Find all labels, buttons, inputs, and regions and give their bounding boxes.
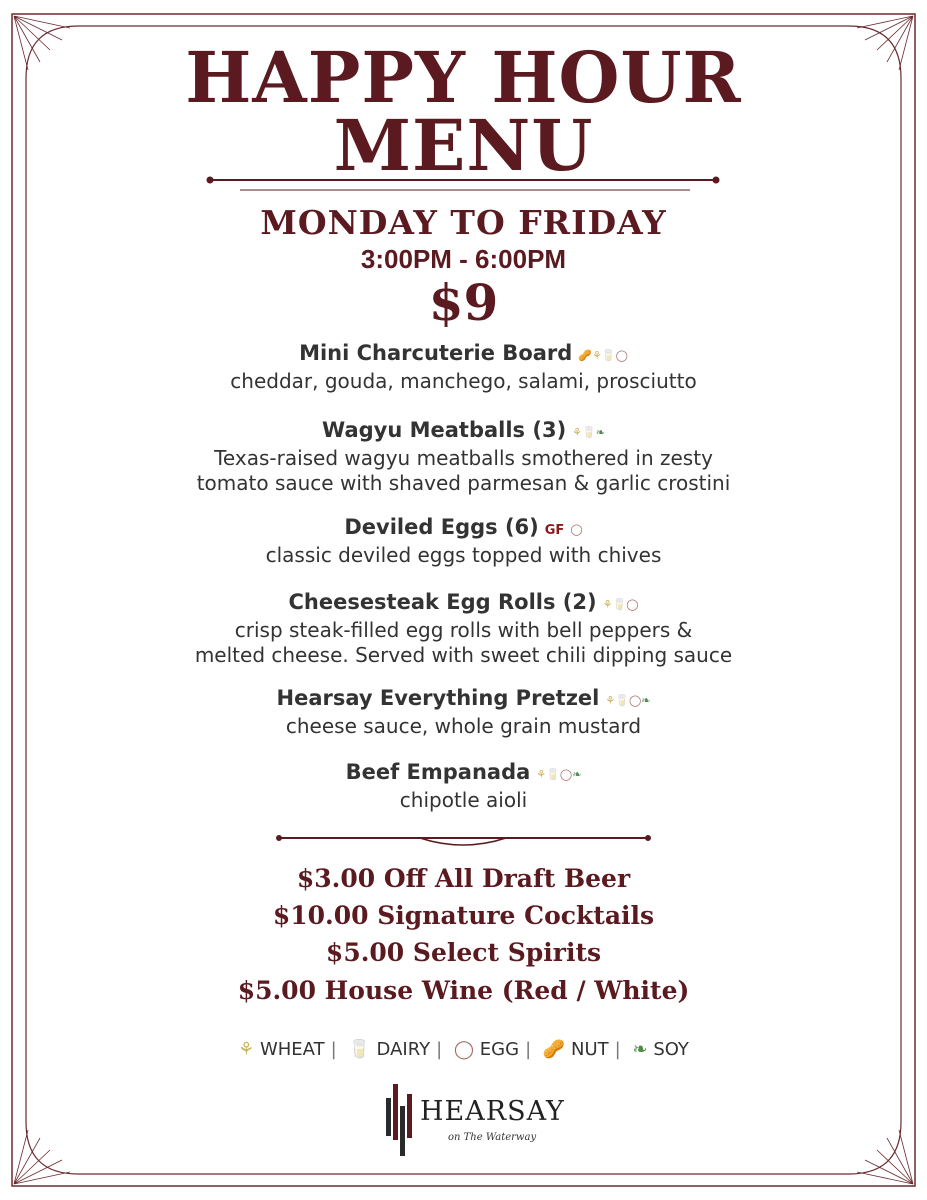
egg-icon: ◯ xyxy=(559,768,573,781)
item-name: Cheesesteak Egg Rolls (2) xyxy=(288,590,597,614)
item-name: Beef Empanada xyxy=(345,760,531,784)
item-name: Deviled Eggs (6) xyxy=(344,515,539,539)
wheat-icon: ⚘ xyxy=(238,1039,255,1060)
allergen-icons xyxy=(605,694,650,707)
wheat-icon: ⚘ xyxy=(605,694,616,707)
item-name: Wagyu Meatballs (3) xyxy=(322,418,567,442)
dairy-icon: 🥛 xyxy=(615,694,629,707)
allergen-icons xyxy=(536,768,581,781)
egg-icon: ◯ xyxy=(615,349,628,362)
menu-item xyxy=(0,590,927,668)
item-name: Mini Charcuterie Board xyxy=(299,341,573,365)
allergen-icons xyxy=(572,426,605,439)
wheat-icon: ⚘ xyxy=(572,426,583,439)
soy-icon: ❧ xyxy=(632,1039,648,1060)
title-line-1: HAPPY HOUR xyxy=(185,36,742,119)
egg-icon: ◯ xyxy=(626,598,639,611)
item-desc: cheese sauce, whole grain mustard xyxy=(285,714,642,738)
menu-item xyxy=(0,418,927,496)
dairy-icon: 🥛 xyxy=(348,1039,371,1060)
menu-item xyxy=(0,686,927,739)
egg-icon: ◯ xyxy=(628,694,642,707)
item-desc: tomato sauce with shaved parmesan & garlic crostini xyxy=(196,471,731,495)
wheat-icon: ⚘ xyxy=(602,598,613,611)
logo-bars-icon xyxy=(382,1080,422,1160)
dairy-icon: 🥛 xyxy=(582,426,596,439)
item-desc: chipotle aioli xyxy=(399,788,528,812)
egg-icon: ◯ xyxy=(453,1039,475,1060)
menu-item xyxy=(0,341,927,394)
item-desc: cheddar, gouda, manchego, salami, prosciutto xyxy=(230,369,697,393)
allergen-icons xyxy=(578,349,628,362)
gluten-free-badge: GF xyxy=(544,523,565,538)
legend-wheat: WHEAT xyxy=(259,1039,325,1060)
drink-special: $5.00 Select Spirits xyxy=(325,938,602,967)
nut-icon: 🥜 xyxy=(542,1039,566,1060)
menu-item xyxy=(0,760,927,813)
legend-dairy: DAIRY xyxy=(376,1039,431,1060)
title-line-2: MENU xyxy=(333,104,594,187)
price-text: $9 xyxy=(428,273,499,332)
soy-icon: ❧ xyxy=(641,694,651,707)
wheat-icon: ⚘ xyxy=(592,349,602,362)
nut-icon: 🥜 xyxy=(578,349,593,362)
egg-icon: ◯ xyxy=(570,523,583,536)
item-desc: classic deviled eggs topped with chives xyxy=(265,543,662,567)
drink-special: $5.00 House Wine (Red / White) xyxy=(237,976,690,1005)
legend-soy: SOY xyxy=(653,1039,689,1060)
allergen-legend: ⚘ WHEAT | 🥛 DAIRY | ◯ EGG | 🥜 NUT | ❧ SOY xyxy=(238,1039,689,1060)
soy-icon: ❧ xyxy=(595,426,605,439)
logo-name: HEARSAY xyxy=(420,1096,565,1127)
item-desc: crisp steak-filled egg rolls with bell peppers & xyxy=(234,618,693,642)
legend-nut: NUT xyxy=(571,1039,609,1060)
menu-item xyxy=(0,515,927,568)
dairy-icon: 🥛 xyxy=(546,768,560,781)
dairy-icon: 🥛 xyxy=(612,598,627,611)
legend-egg: EGG xyxy=(479,1039,520,1060)
allergen-icons xyxy=(570,523,582,536)
wheat-icon: ⚘ xyxy=(536,768,547,781)
hearsay-logo xyxy=(382,1080,565,1160)
allergen-icons xyxy=(603,598,639,611)
drink-special: $10.00 Signature Cocktails xyxy=(272,901,655,930)
hours-text: 3:00PM - 6:00PM xyxy=(360,244,567,274)
item-desc: melted cheese. Served with sweet chili dipping sauce xyxy=(194,643,733,667)
item-desc: Texas-raised wagyu meatballs smothered in zesty xyxy=(214,446,713,470)
dairy-icon: 🥛 xyxy=(601,349,616,362)
soy-icon: ❧ xyxy=(572,768,582,781)
item-name: Hearsay Everything Pretzel xyxy=(276,686,600,710)
drink-special: $3.00 Off All Draft Beer xyxy=(296,864,631,893)
logo-tagline: on The Waterway xyxy=(448,1132,537,1143)
days-heading: MONDAY TO FRIDAY xyxy=(260,203,667,242)
